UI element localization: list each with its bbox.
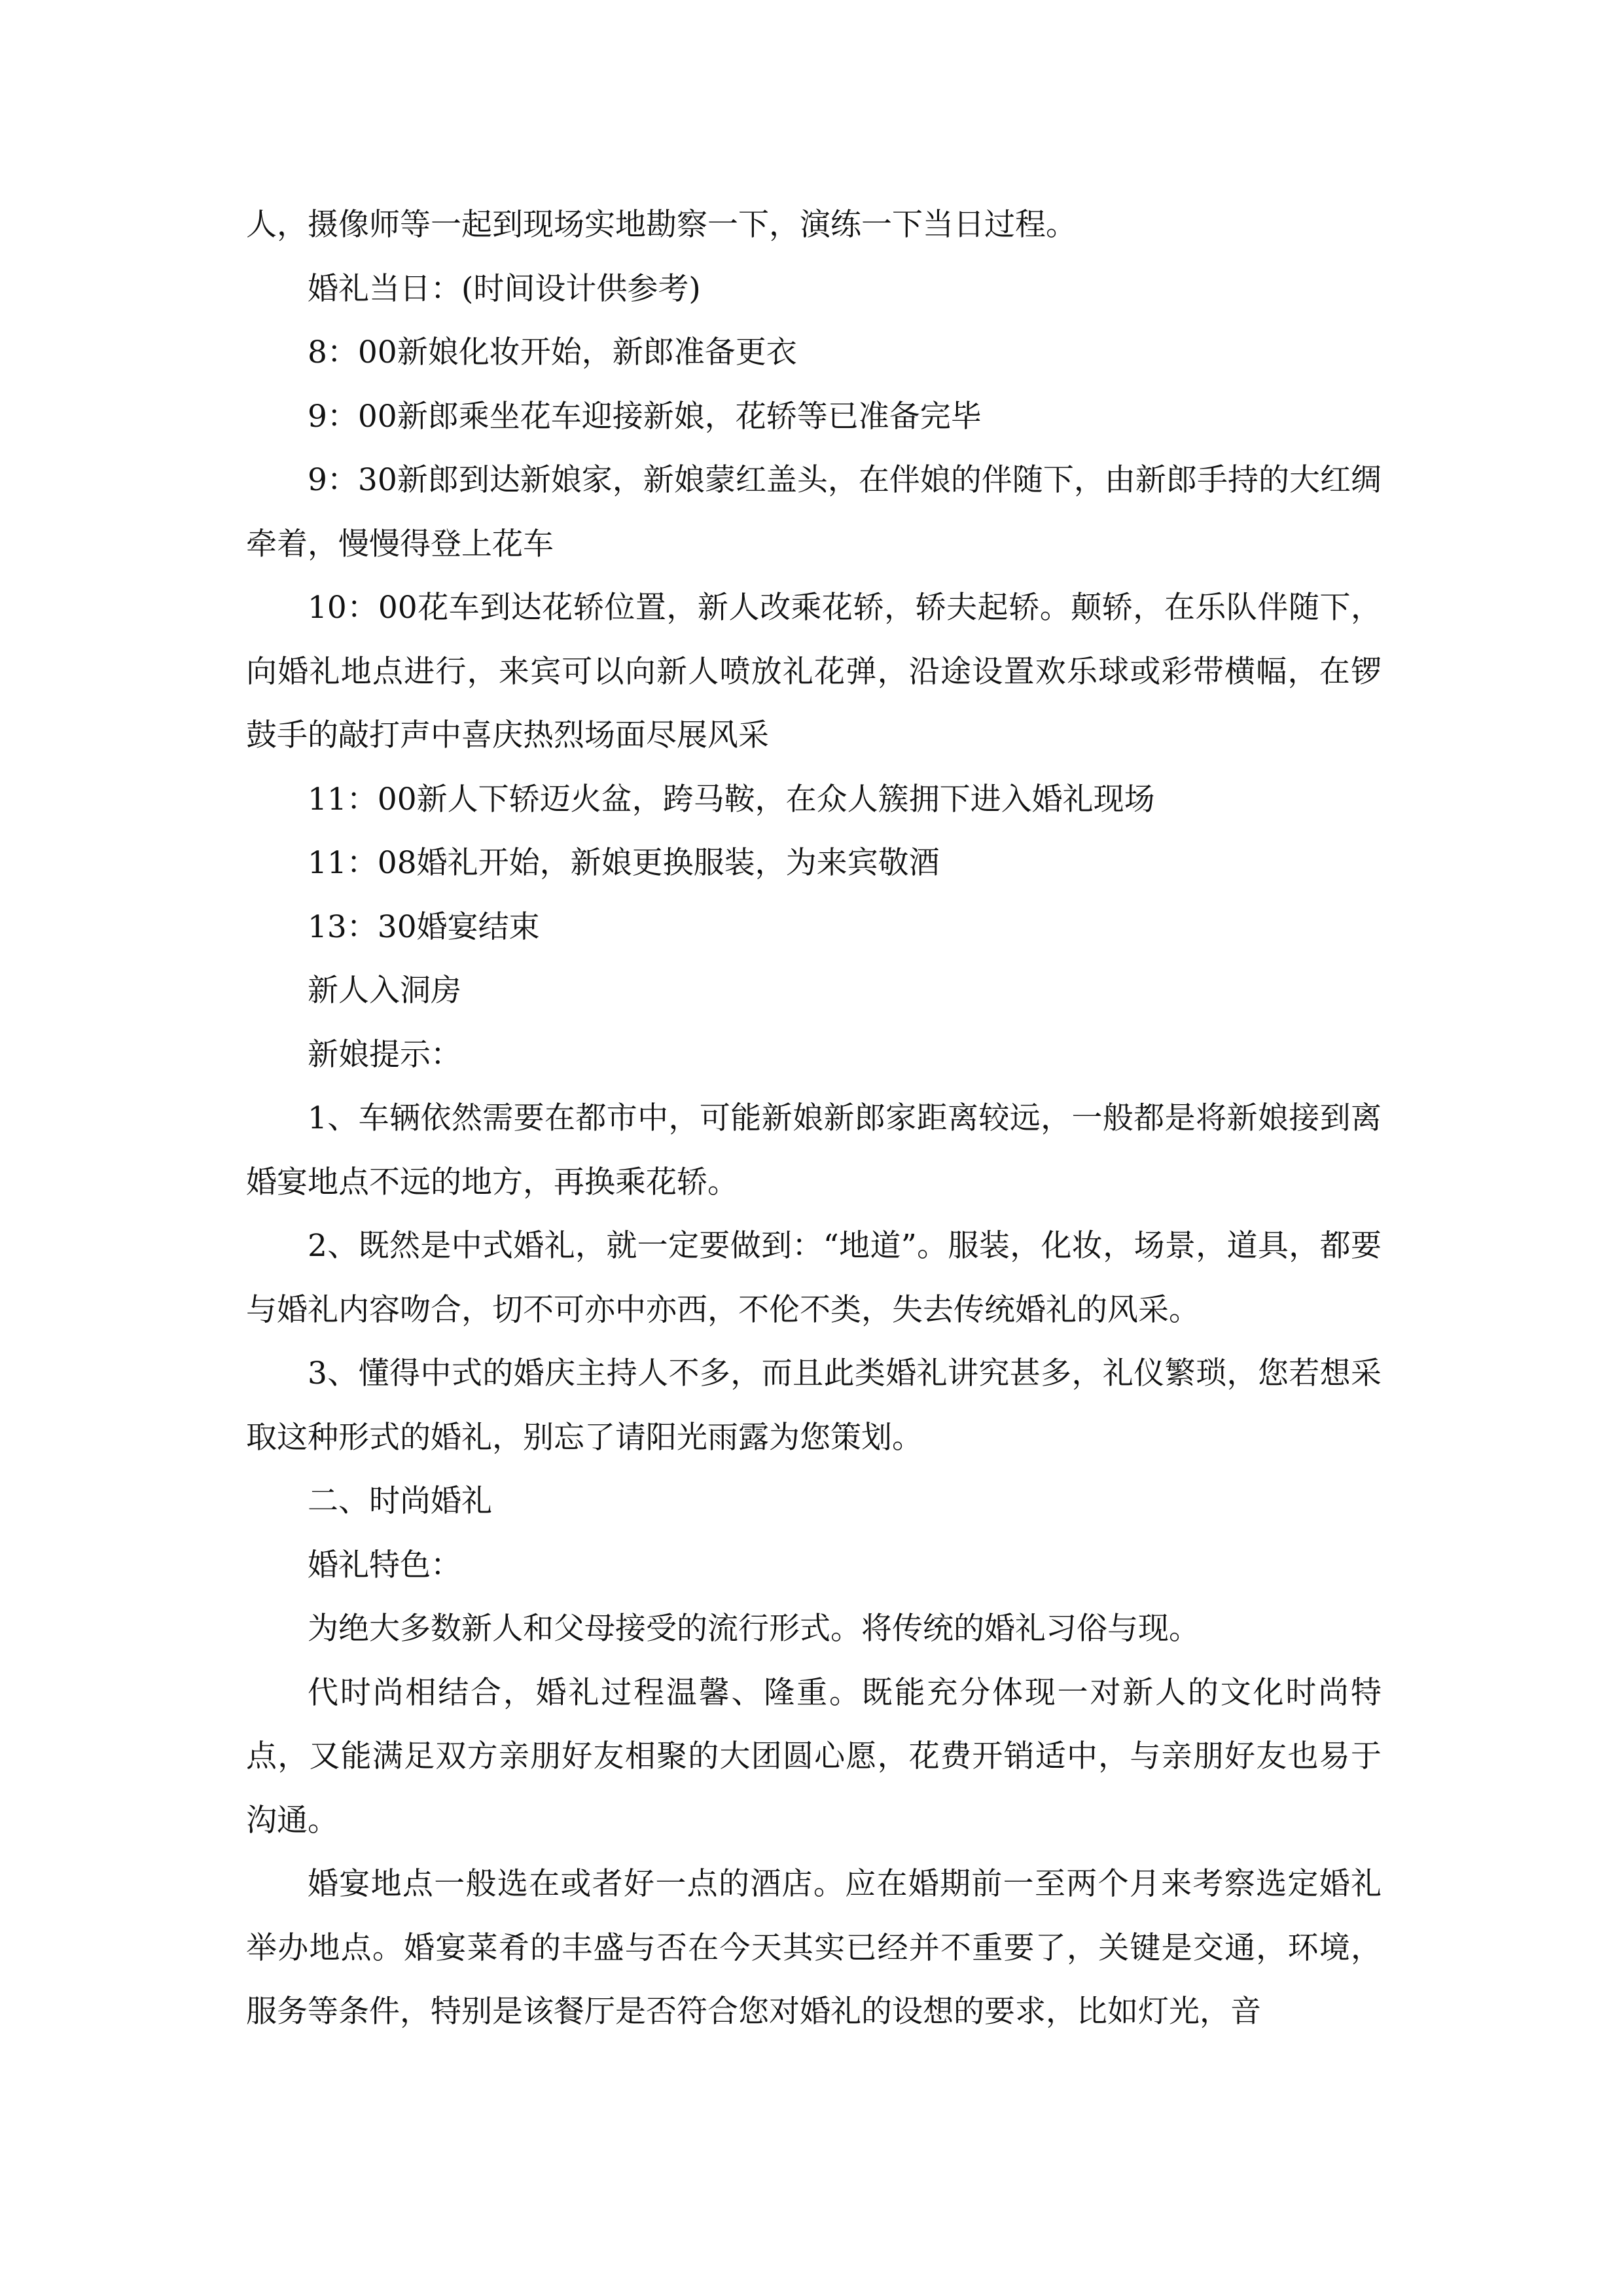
paragraph-18: 代时尚相结合，婚礼过程温馨、隆重。既能充分体现一对新人的文化时尚特点，又能满足双方亲朋好友相聚的大团圆心愿，花费开销适中，与亲朋好友也易于沟通。 <box>246 1674 1382 1839</box>
paragraph-5: 9：30新郎到达新娘家，新娘蒙红盖头，在伴娘的伴随下，由新郎手持的大红绸牵着，慢慢得登上花车 <box>246 462 1382 562</box>
paragraph-9: 13：30婚宴结束 <box>308 908 540 945</box>
paragraph-6: 10：00花车到达花轿位置，新人改乘花轿，轿夫起轿。颠轿，在乐队伴随下，向婚礼地点进行，来宾可以向新人喷放礼花弹，沿途设置欢乐球或彩带横幅，在锣鼓手的敲打声中喜庆热烈场面尽展风采 <box>246 590 1382 753</box>
body-text <box>246 193 1382 2044</box>
paragraph-13: 2、既然是中式婚礼，就一定要做到：“地道”。服装，化妆，场景，道具，都要与婚礼内容吻合，切不可亦中亦西，不伦不类，失去传统婚礼的风采。 <box>246 1228 1382 1328</box>
paragraph-19: 婚宴地点一般选在或者好一点的酒店。应在婚期前一至两个月来考察选定婚礼举办地点。婚宴菜肴的丰盛与否在今天其实已经并不重要了，关键是交通，环境，服务等条件，特别是该餐厅是否符合您对婚礼的设想的要求，比如灯光，音 <box>246 1866 1382 2030</box>
paragraph-7: 11：00新人下轿迈火盆，跨马鞍，在众人簇拥下进入婚礼现场 <box>308 781 1155 817</box>
paragraph-8: 11：08婚礼开始，新娘更换服装，为来宾敬酒 <box>308 845 940 881</box>
paragraph-15: 二、时尚婚礼 <box>308 1483 492 1519</box>
paragraph-10: 新人入洞房 <box>308 973 461 1009</box>
paragraph-11: 新娘提示： <box>308 1036 461 1073</box>
paragraph-17: 为绝大多数新人和父母接受的流行形式。将传统的婚礼习俗与现。 <box>308 1611 1200 1647</box>
paragraph-4: 9：00新郎乘坐花车迎接新娘，花轿等已准备完毕 <box>308 398 982 435</box>
paragraph-16: 婚礼特色： <box>308 1547 461 1583</box>
paragraph-1: 人，摄像师等一起到现场实地勘察一下，演练一下当日过程。 <box>246 207 1077 243</box>
paragraph-14: 3、懂得中式的婚庆主持人不多，而且此类婚礼讲究甚多，礼仪繁琐，您若想采取这种形式的婚礼，别忘了请阳光雨露为您策划。 <box>246 1355 1382 1456</box>
paragraph-3: 8：00新娘化妆开始，新郎准备更衣 <box>308 334 797 370</box>
paragraph-2: 婚礼当日：(时间设计供参考) <box>308 270 701 307</box>
paragraph-12: 1、车辆依然需要在都市中，可能新娘新郎家距离较远，一般都是将新娘接到离婚宴地点不远的地方，再换乘花轿。 <box>246 1100 1382 1200</box>
